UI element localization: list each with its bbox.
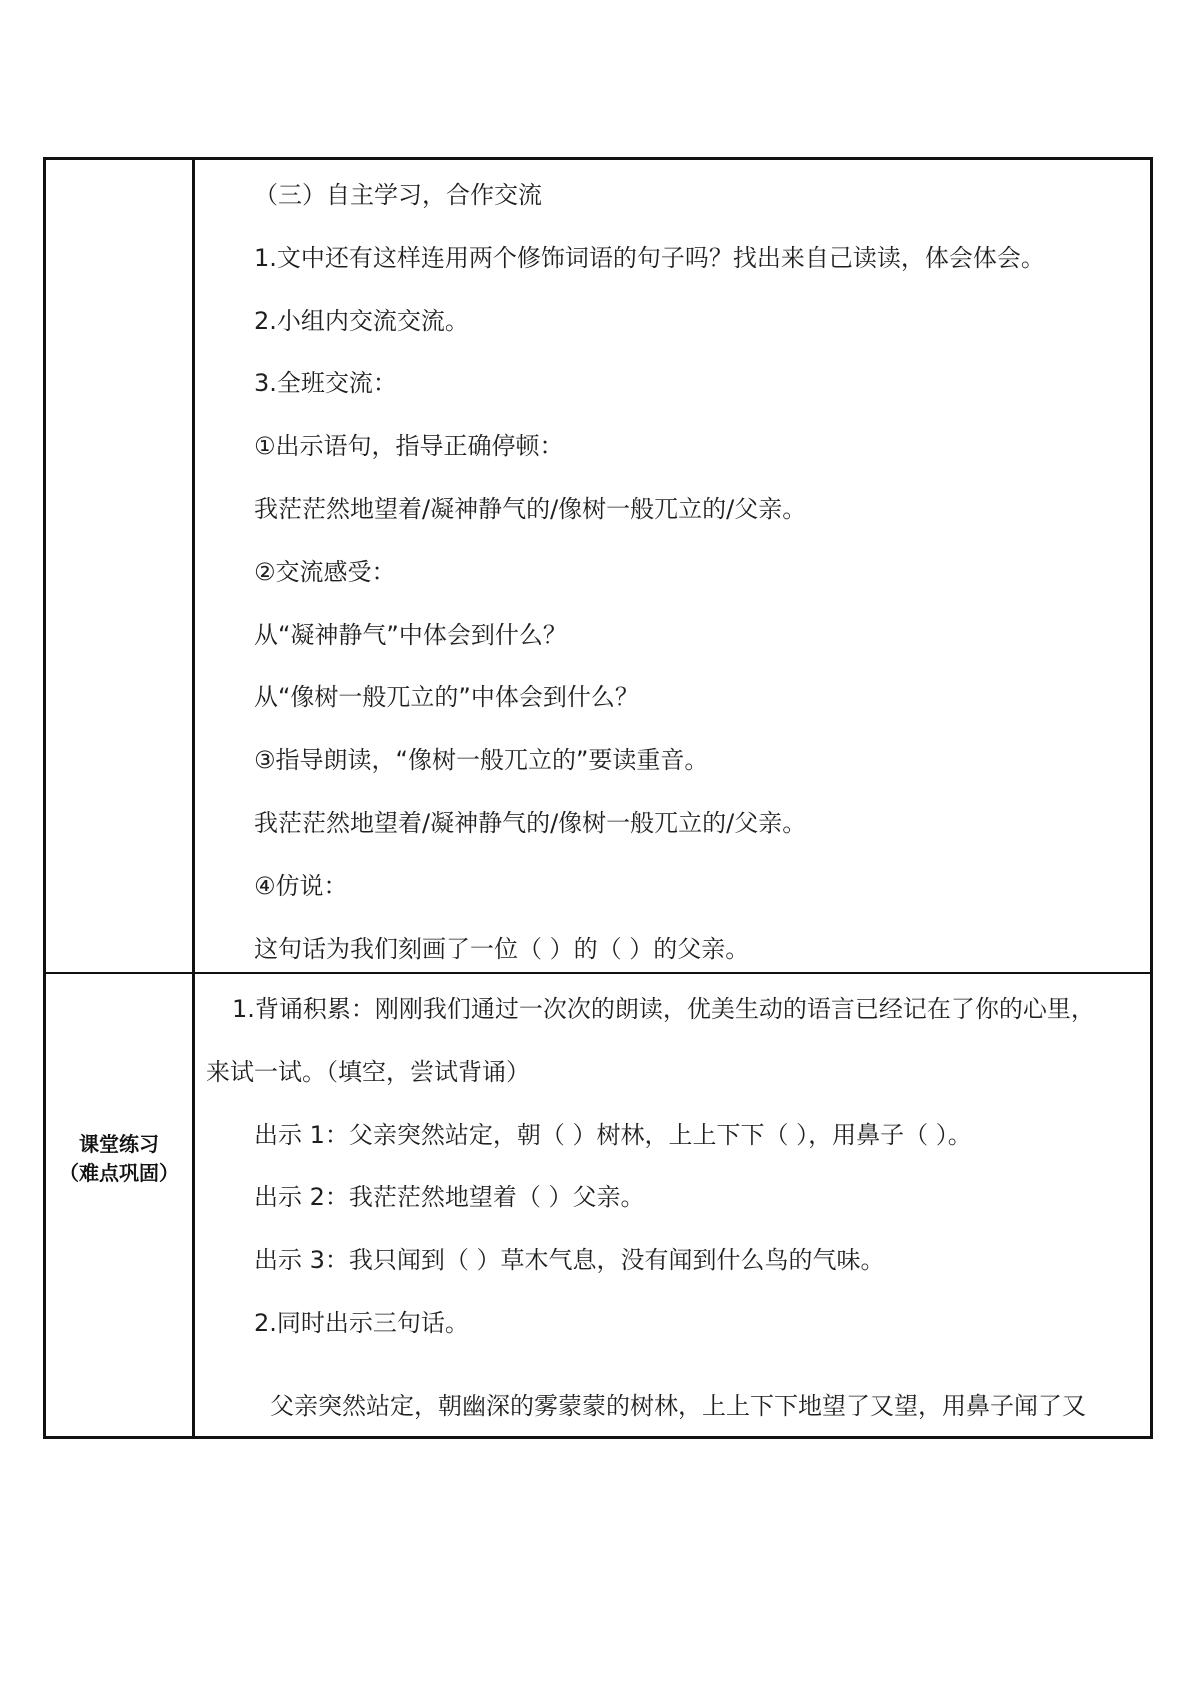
content-line: 来试一试。（填空，尝试背诵） [206, 1057, 530, 1086]
content-line: ①出示语句，指导正确停顿： [254, 432, 564, 461]
row2-label [46, 1130, 192, 1188]
content-line: 3.全班交流： [254, 369, 397, 398]
content-line: 1.背诵积累：刚刚我们通过一次次的朗读，优美生动的语言已经记在了你的心里， [232, 995, 1095, 1023]
content-line: 出示 2：我茫茫然地望着（ ）父亲。 [254, 1183, 645, 1212]
content-line: 这句话为我们刻画了一位（ ）的（ ）的父亲。 [254, 934, 750, 963]
content-line: 我茫茫然地望着/凝神静气的/像树一般兀立的/父亲。 [254, 808, 807, 837]
content-line: 出示 1：父亲突然站定，朝（ ）树林，上上下下（ ），用鼻子（ ）。 [254, 1120, 972, 1149]
content-line: ④仿说： [254, 871, 348, 900]
content-line: 1.文中还有这样连用两个修饰词语的句子吗？找出来自己读读，体会体会。 [254, 243, 1045, 272]
content-line: 2.小组内交流交流。 [254, 306, 469, 335]
spacer [195, 1355, 1150, 1375]
row1-content [195, 164, 1150, 980]
content-line: 父亲突然站定，朝幽深的雾蒙蒙的树林，上上下下地望了又望，用鼻子闻了又 [270, 1391, 1086, 1420]
content-line: 从“像树一般兀立的”中体会到什么？ [254, 683, 639, 712]
content-line: 从“凝神静气”中体会到什么？ [254, 620, 567, 649]
row2-content [195, 978, 1150, 1438]
content-line: ②交流感受： [254, 557, 396, 586]
content-line: 我茫茫然地望着/凝神静气的/像树一般兀立的/父亲。 [254, 494, 807, 523]
section-heading: （三）自主学习，合作交流 [254, 181, 542, 209]
content-line: 出示 3：我只闻到（ ）草木气息，没有闻到什么鸟的气味。 [254, 1246, 885, 1275]
lesson-plan-table [43, 157, 1153, 1439]
content-line: 2.同时出示三句话。 [254, 1308, 469, 1337]
row2-label-line1: 课堂练习 [79, 1132, 159, 1156]
row2-label-line2: （难点巩固） [59, 1161, 179, 1185]
content-line: ③指导朗读，“像树一般兀立的”要读重音。 [254, 746, 709, 775]
